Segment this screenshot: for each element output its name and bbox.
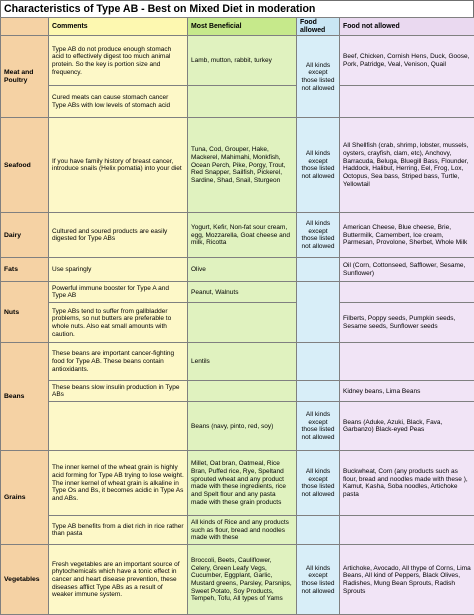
not-allowed-cell: Buckwheat, Corn (any products such as flour, bread and noodles made with these ), Kamut, Kasha, Soba noodles, Artichoke pasta — [340, 451, 474, 516]
not-allowed-cell: Kidney beans, Lima Beans — [340, 381, 474, 402]
not-allowed-cell — [340, 516, 474, 545]
beneficial-cell: Lentils — [188, 343, 297, 381]
beneficial-cell — [188, 86, 297, 118]
allowed-cell: All kinds except those listed not allowed — [297, 402, 340, 451]
table-row — [1, 343, 474, 381]
beneficial-cell: Yogurt, Kefir, Non-fat sour cream, egg, Mozzarella, Goat cheese and milk, Ricotta — [188, 213, 297, 258]
not-allowed-cell — [340, 282, 474, 303]
comments-cell: Type AB benefits from a diet rich in rice rather than pasta — [49, 516, 188, 545]
table-row — [1, 451, 474, 516]
allowed-cell: All kinds except those listed not allowed — [297, 36, 340, 118]
not-allowed-cell — [340, 343, 474, 381]
allowed-cell — [297, 282, 340, 343]
comments-cell: Use sparingly — [49, 258, 188, 282]
beneficial-cell: Lamb, mutton, rabbit, turkey — [188, 36, 297, 86]
not-allowed-cell: American Cheese, Blue cheese, Brie, Buttermilk, Camembert, Ice cream, Parmesan, Provolone, Sherbet, Whole Milk — [340, 213, 474, 258]
comments-cell: Type ABs tend to suffer from gallbladder problems, so nut butters are preferable to whole nuts. Also eat small amounts with caution. — [49, 303, 188, 343]
beneficial-cell: Tuna, Cod, Grouper, Hake, Mackerel, Mahimahi, Monkfish, Ocean Perch, Pike, Porgy, Trout, Red Snapper, Sailfish, Pickerel, Sardine, Shad, Snail, Sturgeon — [188, 118, 297, 213]
beneficial-cell: Millet, Oat bran, Oatmeal, Rice Bran, Puffed rice, Rye, Speltand sprouted wheat and any product made with these ingredients, rice and Spelt flour and any pasta made with these grain products — [188, 451, 297, 516]
chart-title: Characteristics of Type AB - Best on Mixed Diet in moderation — [0, 0, 474, 17]
table-row — [1, 118, 474, 213]
comments-cell: These beans slow insulin production in Type ABs — [49, 381, 188, 402]
table-row — [1, 516, 474, 545]
table-row — [1, 282, 474, 303]
table-row — [1, 213, 474, 258]
comments-cell: If you have family history of breast cancer, introduce snails (Helix pomatia) into your diet — [49, 118, 188, 213]
beneficial-cell: Broccoli, Beets, Cauliflower, Celery, Green Leafy Vegs, Cucumber, Eggplant, Garlic, Mustard greens, Parsley, Parsnips, Sweet Potato, Soy Products, Tempeh, Tofu, All types of Yams — [188, 545, 297, 615]
allowed-cell — [297, 343, 340, 381]
beneficial-cell: All kinds of Rice and any products such as flour, bread and noodles made with these — [188, 516, 297, 545]
comments-cell: Type AB do not produce enough stomach acid to effectively digest too much animal protein. So the key is portion size and frequency. — [49, 36, 188, 86]
allowed-cell — [297, 516, 340, 545]
category-nuts: Nuts — [1, 282, 49, 343]
allowed-cell — [297, 258, 340, 282]
not-allowed-cell: Oil (Corn, Cottonseed, Safflower, Sesame, Sunflower) — [340, 258, 474, 282]
diet-table — [0, 17, 474, 615]
table-row — [1, 545, 474, 615]
not-allowed-cell: Beef, Chicken, Cornish Hens, Duck, Goose, Pork, Patridge, Veal, Venison, Quail — [340, 36, 474, 86]
comments-cell — [49, 402, 188, 451]
comments-cell: The inner kernel of the wheat grain is highly acid forming for Type AB trying to lose weight. The inner kernel of wheat grain is alkaline in Type Os and Bs, it becomes acidic in Type As and ABs. — [49, 451, 188, 516]
allowed-cell: All kinds except those listed not allowed — [297, 545, 340, 615]
category-beans: Beans — [1, 343, 49, 451]
comments-cell: Cured meats can cause stomach cancer Type ABs with low levels of stomach acid — [49, 86, 188, 118]
comments-cell: Cultured and soured products are easily digested for Type ABs — [49, 213, 188, 258]
allowed-cell: All kinds except those listed not allowed — [297, 451, 340, 516]
allowed-cell: All kinds except those listed not allowed — [297, 118, 340, 213]
not-allowed-cell: Beans (Aduke, Azuki, Black, Fava, Garbanzo) Black-eyed Peas — [340, 402, 474, 451]
category-vegetables: Vegetables — [1, 545, 49, 615]
category-dairy: Dairy — [1, 213, 49, 258]
allowed-cell: All kinds except those listed not allowed — [297, 213, 340, 258]
table-row — [1, 303, 474, 343]
header-comments: Comments — [49, 18, 188, 36]
header-category — [1, 18, 49, 36]
comments-cell: Fresh vegetables are an important source of phytochemicals which have a tonic effect in cancer and heart disease prevention, these diseases afflict Type ABs as a result of weaker immune system. — [49, 545, 188, 615]
not-allowed-cell: Artichoke, Avocado, All thype of Corns, Lima Beans, All kind of Peppers, Black Olives, Radishes, Mung Bean Sprouts, Radish Sprouts — [340, 545, 474, 615]
beneficial-cell: Beans (navy, pinto, red, soy) — [188, 402, 297, 451]
allowed-cell — [297, 381, 340, 402]
not-allowed-cell: All Shellfish (crab, shrimp, lobster, mussels, oysters, crayfish, clam, etc), Anchovy, Barracuda, Beluga, Bluegill Bass, Flounder, Haddock, Halibut, Herring, Eel, Frog, Lox, Octopus, Sea bass, Striped bass, Turtle, Yellowtail — [340, 118, 474, 213]
comments-cell: Powerful immune booster for Type A and Type AB — [49, 282, 188, 303]
category-fats: Fats — [1, 258, 49, 282]
category-meat-poultry: Meat and Poultry — [1, 36, 49, 118]
beneficial-cell — [188, 381, 297, 402]
header-food-not-allowed: Food not allowed — [340, 18, 474, 36]
not-allowed-cell: Filberts, Poppy seeds, Pumpkin seeds, Sesame seeds, Sunflower seeds — [340, 303, 474, 343]
table-row — [1, 36, 474, 86]
table-row — [1, 86, 474, 118]
header-most-beneficial: Most Beneficial — [188, 18, 297, 36]
header-food-allowed: Food allowed — [297, 18, 340, 36]
beneficial-cell: Olive — [188, 258, 297, 282]
beneficial-cell: Peanut, Walnuts — [188, 282, 297, 303]
category-seafood: Seafood — [1, 118, 49, 213]
table-row — [1, 402, 474, 451]
category-grains: Grains — [1, 451, 49, 545]
beneficial-cell — [188, 303, 297, 343]
comments-cell: These beans are important cancer-fighting food for Type AB. These beans contain antioxidants. — [49, 343, 188, 381]
table-row — [1, 258, 474, 282]
table-row — [1, 381, 474, 402]
header-row — [1, 18, 474, 36]
not-allowed-cell — [340, 86, 474, 118]
